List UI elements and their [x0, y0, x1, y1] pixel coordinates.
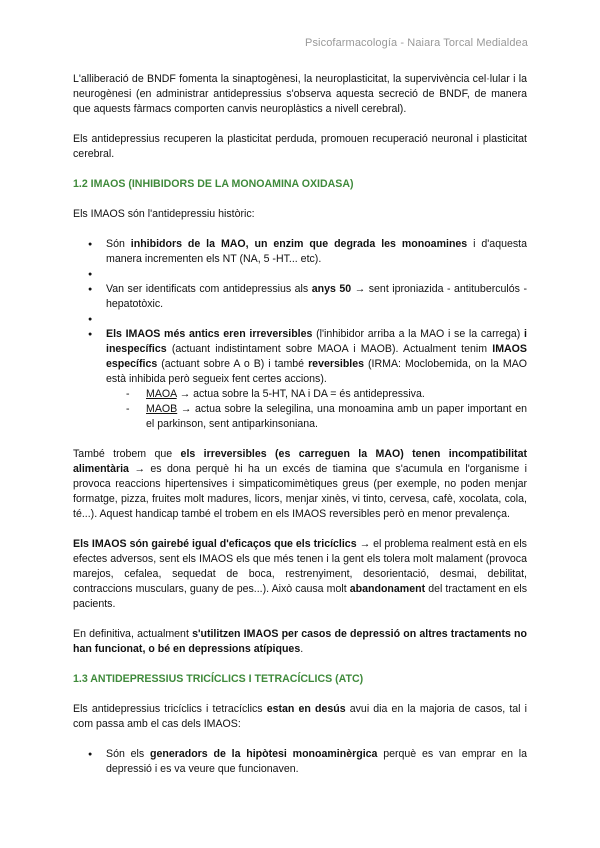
page-header: Psicofarmacología - Naiara Torcal Medialdea: [305, 37, 528, 49]
imaos-bullet-list: [73, 237, 527, 432]
paragraph-eficacia: Els IMAOS són gairebé igual d'eficaços que els tricíclics → el problema realment està en els efectes adversos, sent els IMAOS els que més tenen i la gent els tolera molt malament (provoca marejos, cefalea, sequedat de boca, restrenyiment, desorientació, desmai, debilitat, contraccions musculars, guany de pes...). Això causa molt abandonament del tractament en els pacients.: [73, 538, 527, 610]
mao-subtypes-list: [106, 387, 527, 432]
paragraph-plasticitat: Els antidepressius recuperen la plasticitat perduda, promouen recuperació neuronal i plasticitat cerebral.: [73, 133, 527, 160]
paragraph-atc-intro: Els antidepressius tricíclics i tetracíclics estan en desús avui dia en la majoria de casos, tal i com passa amb el cas dels IMAOS:: [73, 703, 527, 730]
sub-list-item: - MAOB → actua sobre la selegilina, una monoamina amb un paper important en el parkinson, sent antiparkinsoniana.: [106, 402, 527, 432]
paragraph-imaos-intro: Els IMAOS són l'antidepressiu històric:: [73, 208, 255, 220]
list-item: ● Van ser identificats com antidepressius als anys 50 → sent iproniazida - antituberculós - hepatotòxic.: [73, 282, 527, 312]
list-item: ● Els IMAOS més antics eren irreversibles (l'inhibidor arriba a la MAO i se la carrega) i inespecífics (actuant indistintament sobre MAOA i MAOB). Actualment tenim IMAOS específics (actuant sobre A o B) i també reversibles (IRMA: Moclobemida, on la MAO està inhibida però segueix fent certes accions). - MAOA → actua sobre la 5-HT, NA i DA = és antidepressiva. - MAOB → actua sobre la selegilina, una monoamina amb un paper important en el parkinson, sent antiparkinsoniana.: [73, 327, 527, 432]
document-body: [73, 72, 527, 777]
list-item: ● Són inhibidors de la MAO, un enzim que degrada les monoamines i d'aquesta manera incrementen els NT (NA, 5 -HT... etc).: [73, 237, 527, 267]
paragraph-bndf: L'alliberació de BNDF fomenta la sinaptogènesi, la neuroplasticitat, la supervivència cel·lular i la neurogènesi (en administrar antidepressius s'observa aquesta secreció de BNDF, de manera que aquests fàrmacs comporten canvis neuroplàstics a nivell cerebral).: [73, 73, 527, 115]
list-item: ● Són els generadors de la hipòtesi monoaminèrgica perquè es van emprar en la depressió i es va veure que funcionaven.: [73, 747, 527, 777]
paragraph-definitiva: En definitiva, actualment s'utilitzen IMAOS per casos de depressió on altres tractaments no han funcionat, o bé en depressions atípiques.: [73, 628, 527, 655]
section-heading-imaos: 1.2 IMAOS (INHIBIDORS DE LA MONOAMINA OXIDASA): [73, 178, 354, 190]
atc-bullet-list: [73, 747, 527, 777]
sub-list-item: - MAOA → actua sobre la 5-HT, NA i DA = és antidepressiva.: [106, 387, 527, 402]
paragraph-incompatibilitat: També trobem que els irreversibles (es carreguen la MAO) tenen incompatibilitat alimentària → es dona perquè hi ha un excés de tiamina que s'acumula en l'organisme i provoca reaccions hipertensives i simpaticomimètiques greus (per exemple, no poden menjar formatge, pizza, fruites molt madures, licors, menjar xinès, vi tinto, cervesa, cafè, xocolata, cola, té...). Aquest handicap també el trobem en els IMAOS reversibles però en menor prevalença.: [73, 448, 527, 520]
section-heading-atc: 1.3 ANTIDEPRESSIUS TRICÍCLICS I TETRACÍCLICS (ATC): [73, 673, 364, 685]
